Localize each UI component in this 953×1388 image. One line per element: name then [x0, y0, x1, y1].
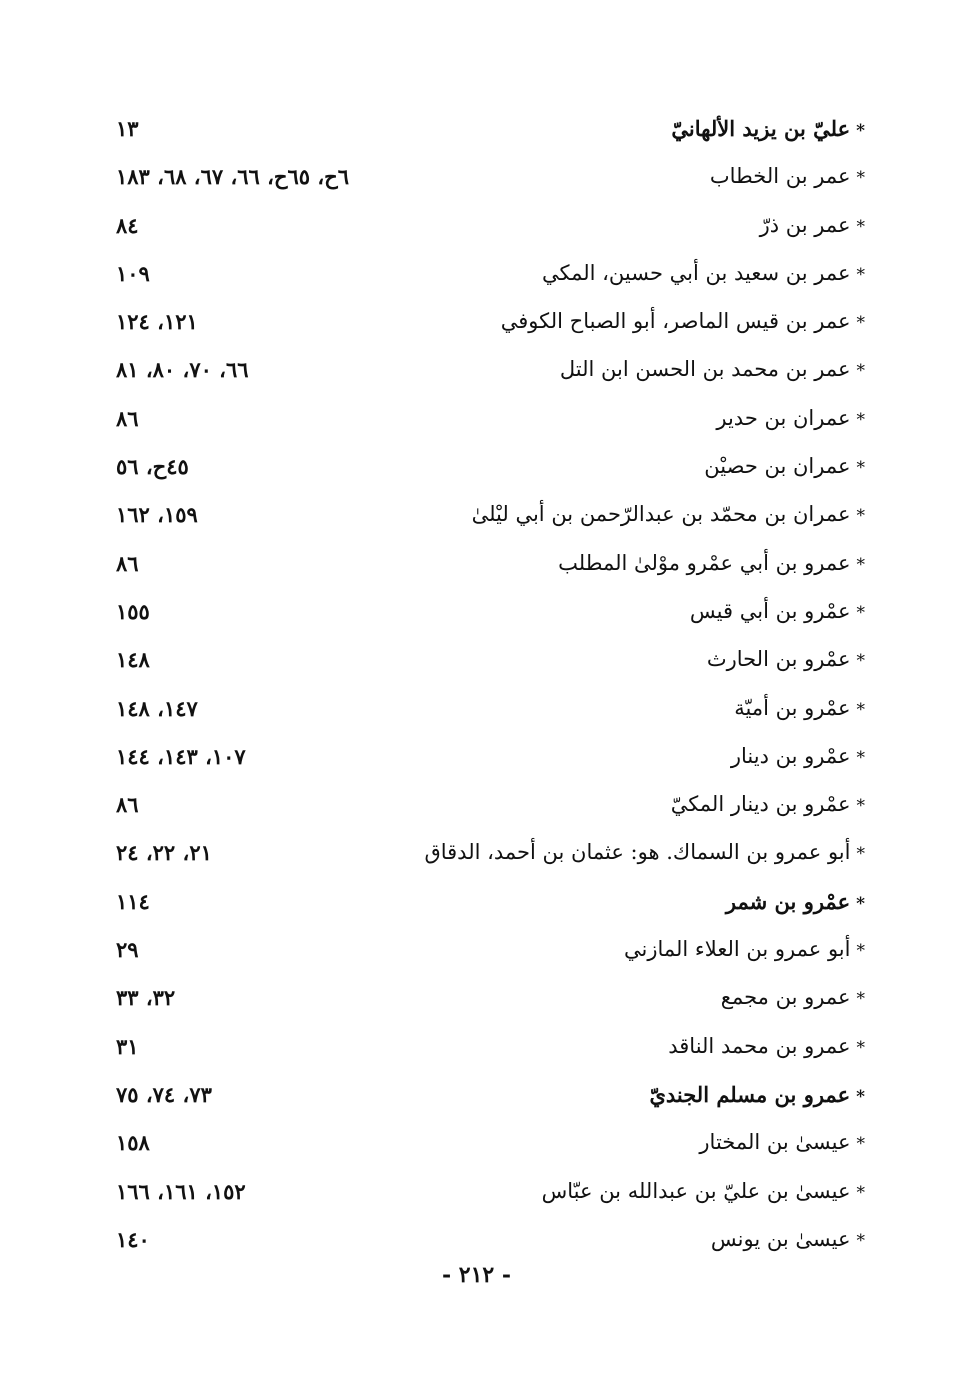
index-entry [110, 1171, 865, 1219]
entry-page-refs: ٢٩ [116, 937, 139, 963]
entry-name [707, 647, 865, 671]
star-marker: * [856, 844, 865, 865]
star-marker: * [856, 1037, 865, 1058]
index-entry [110, 1074, 865, 1122]
entry-name [734, 696, 865, 720]
index-entry [110, 736, 865, 784]
entry-name-text: عمرو بن مسلم الجنديّ [649, 1081, 851, 1107]
index-entry [110, 156, 865, 204]
index-entry [110, 398, 865, 446]
entry-name-text: عمران بن حدير [716, 405, 851, 430]
entry-name-text: عمْرو بن دينار المكيّ [670, 792, 851, 817]
entry-page-refs: ٨٤ [116, 212, 139, 238]
entry-name-text: عمرو بن أبي عمْرو موْلىٰ المطلب [558, 550, 851, 575]
entry-page-refs: ٤٥ح، ٥٦ [116, 454, 189, 480]
entry-name [710, 164, 865, 188]
star-marker: * [856, 1086, 865, 1107]
index-entry [110, 881, 865, 929]
entry-name [649, 1082, 865, 1107]
entry-name-text: عيسىٰ بن عليّ بن عبدالله بن عبّاس [541, 1178, 851, 1203]
star-marker: * [856, 409, 865, 430]
entry-page-refs: ١٠٩ [116, 260, 150, 286]
index-entry [110, 1219, 865, 1267]
entry-page-refs: ٧٣، ٧٤، ٧٥ [116, 1081, 212, 1107]
index-entry [110, 253, 865, 301]
index-list [110, 108, 865, 1267]
star-marker: * [856, 1230, 865, 1251]
entry-name [760, 213, 865, 237]
index-entry [110, 108, 865, 156]
entry-page-refs: ١٣ [116, 116, 139, 141]
entry-name [711, 1227, 865, 1251]
entry-name [560, 357, 865, 381]
entry-name-text: عمر بن سعيد بن أبي حسين، المكي [541, 260, 851, 285]
index-entry [110, 494, 865, 542]
entry-page-refs: ٣١ [116, 1033, 139, 1059]
entry-name [472, 502, 865, 526]
index-entry [110, 591, 865, 639]
entry-name [501, 309, 865, 333]
entry-name-text: عمر بن الخطاب [709, 164, 851, 189]
index-entry [110, 1026, 865, 1074]
star-marker: * [856, 264, 865, 285]
star-marker: * [856, 554, 865, 575]
entry-name-text: عمْرو بن الحارث [706, 647, 851, 672]
star-marker: * [856, 941, 865, 962]
entry-name-text: عمْرو بن أميّة [734, 695, 851, 720]
entry-page-refs: ١٠٧، ١٤٣، ١٤٤ [116, 743, 246, 769]
entry-page-refs: ٣٢، ٣٣ [116, 985, 176, 1011]
star-marker: * [856, 506, 865, 527]
entry-page-refs: ٦٦، ٧٠، ٨٠، ٨١ [116, 357, 249, 383]
star-marker: * [856, 602, 865, 623]
star-marker: * [856, 989, 865, 1010]
entry-name-text: عمر بن ذرّ [759, 212, 851, 237]
index-entry [110, 349, 865, 397]
entry-name [624, 937, 865, 961]
entry-name [716, 406, 865, 430]
entry-name-text: عيسىٰ بن يونس [710, 1226, 851, 1251]
star-marker: * [856, 361, 865, 382]
entry-page-refs: ١٥٩، ١٦٢ [116, 502, 198, 528]
index-entry [110, 832, 865, 880]
entry-page-refs: ١٥٥ [116, 598, 150, 624]
index-entry [110, 301, 865, 349]
entry-name-text: عمْرو بن أبي قيس [689, 598, 851, 623]
index-entry [110, 446, 865, 494]
entry-name-text: أبو عمرو بن العلاء المازني [624, 937, 851, 962]
entry-page-refs: ٢١، ٢٢، ٢٤ [116, 840, 212, 866]
page-number: - ٢١٢ - [441, 1262, 512, 1288]
star-marker: * [856, 651, 865, 672]
entry-page-refs: ١٤٠ [116, 1226, 150, 1252]
entry-name-text: عمرو بن مجمع [720, 985, 851, 1010]
entry-name [542, 1179, 865, 1203]
entry-name-text: عمر بن محمد بن الحسن ابن التل [559, 357, 851, 382]
entry-name-text: عمْرو بن دينار [730, 743, 851, 768]
entry-page-refs: ٨٦ [116, 550, 139, 576]
entry-name-text: عيسىٰ بن المختار [699, 1130, 851, 1155]
index-entry [110, 977, 865, 1025]
entry-page-refs: ١٢١، ١٢٤ [116, 309, 198, 335]
index-entry [110, 929, 865, 977]
entry-name [668, 1034, 865, 1058]
entry-name-text: عمرو بن محمد الناقد [668, 1033, 851, 1058]
entry-name [690, 599, 865, 623]
star-marker: * [856, 699, 865, 720]
index-entry [110, 639, 865, 687]
entry-page-refs: ١٤٧، ١٤٨ [116, 695, 198, 721]
index-entry [110, 688, 865, 736]
entry-name [731, 744, 865, 768]
index-entry [110, 784, 865, 832]
entry-name [671, 116, 865, 141]
star-marker: * [856, 168, 865, 189]
entry-name [726, 889, 865, 914]
star-marker: * [856, 458, 865, 479]
index-entry [110, 1122, 865, 1170]
star-marker: * [856, 747, 865, 768]
entry-name-text: عليّ بن يزيد الألهانيّ [671, 116, 851, 141]
entry-page-refs: ٨٦ [116, 792, 139, 818]
entry-name-text: عمْرو بن شمر [725, 888, 851, 914]
entry-name [699, 1130, 865, 1154]
entry-page-refs: ١٥٢، ١٦١، ١٦٦ [116, 1178, 246, 1204]
star-marker: * [856, 796, 865, 817]
entry-name [542, 261, 865, 285]
entry-page-refs: ١٤٨ [116, 647, 150, 673]
entry-name [558, 551, 865, 575]
entry-name [721, 985, 865, 1009]
entry-name [704, 454, 865, 478]
star-marker: * [856, 313, 865, 334]
index-entry [110, 543, 865, 591]
entry-page-refs: ٨٦ [116, 405, 139, 431]
entry-page-refs: ١١٤ [116, 888, 150, 914]
star-marker: * [856, 1182, 865, 1203]
entry-name-text: عمران بن حصيْن [704, 454, 851, 479]
entry-name [671, 792, 865, 816]
star-marker: * [856, 121, 865, 141]
entry-page-refs: ٦ح، ٦٥ح، ٦٦، ٦٧، ٦٨، ١٨٣ [116, 164, 349, 190]
star-marker: * [856, 1134, 865, 1155]
entry-name-text: عمر بن قيس الماصر، أبو الصباح الكوفي [500, 309, 851, 334]
entry-page-refs: ١٥٨ [116, 1130, 150, 1156]
index-entry [110, 205, 865, 253]
star-marker: * [856, 893, 865, 914]
entry-name [424, 840, 865, 864]
entry-name-text: عمران بن محمّد بن عبدالرّحمن بن أبي ليْلىٰ [471, 502, 851, 527]
star-marker: * [856, 216, 865, 237]
entry-name-text: أبو عمرو بن السماك. هو: عثمان بن أحمد، الدقاق [424, 840, 851, 865]
